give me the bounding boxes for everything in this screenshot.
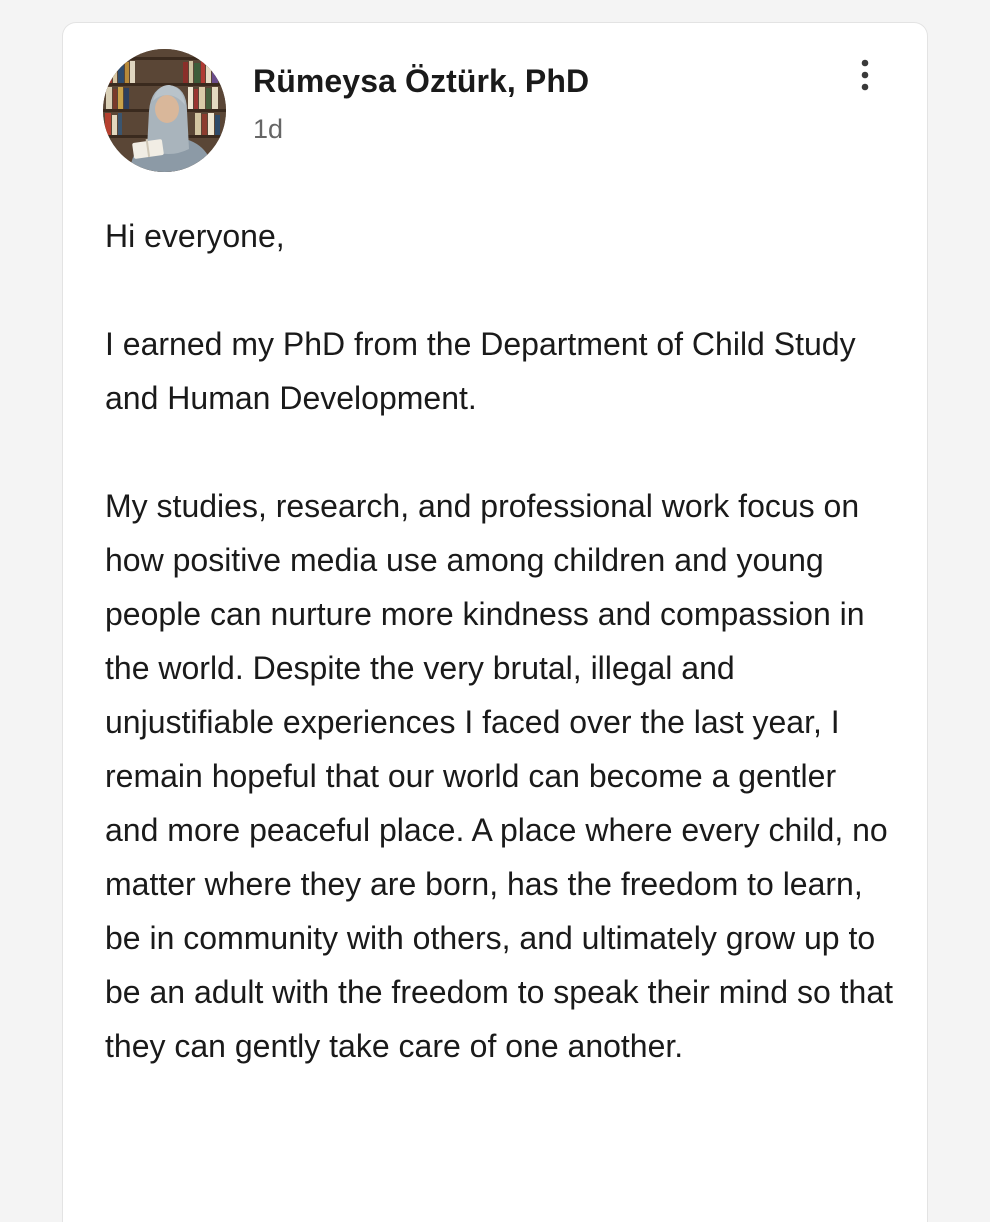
post-body [105,209,895,1073]
post-paragraph: My studies, research, and professional work focus on how positive media use among children and young people can nurture more kindness and compassion in the world. Despite the very brutal, illegal and unjustifiable experiences I faced over the last year, I remain hopeful that our world can become a gentler and more peaceful place. A place where every child, no matter where they are born, has the freedom to learn, be in community with others, and ultimately grow up to be an adult with the freedom to speak their mind so that they can gently take care of one another. [105,488,894,1064]
post-paragraph: Hi everyone, [105,218,285,254]
post-paragraph: I earned my PhD from the Department of Child Study and Human Development. [105,326,856,416]
more-options-button[interactable] [843,53,887,97]
more-vertical-icon [860,58,870,92]
author-avatar[interactable] [103,49,226,172]
avatar-photo [103,49,226,172]
post-card [62,22,928,1222]
author-name[interactable]: Rümeysa Öztürk, PhD [253,63,590,99]
post-timestamp: 1d [253,114,284,144]
